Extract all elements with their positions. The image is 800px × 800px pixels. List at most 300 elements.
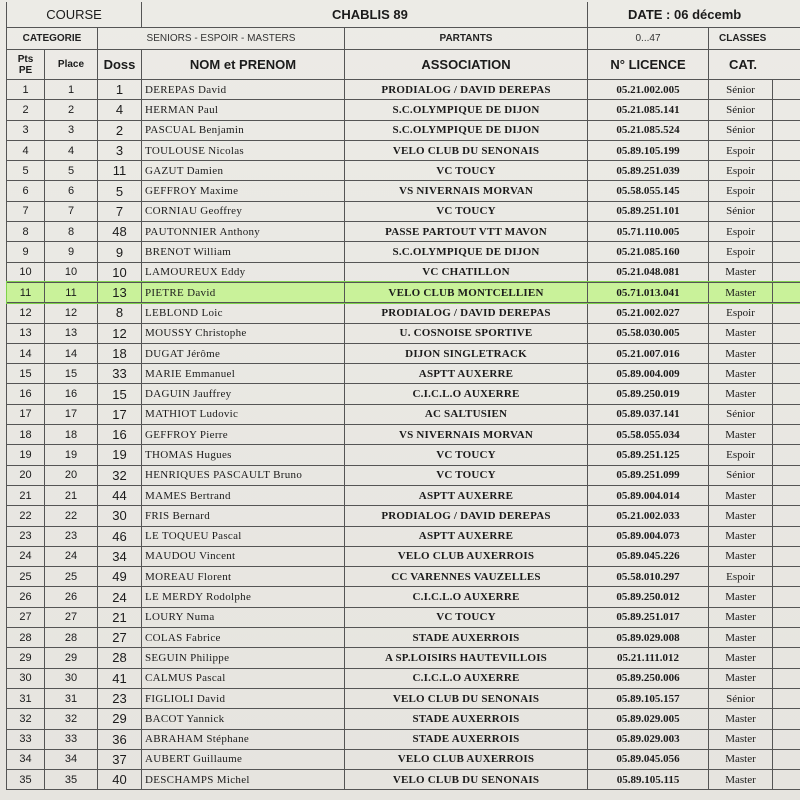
cell-licence: 05.89.251.039 [588,161,709,181]
cell-name: LEBLOND Loic [142,303,345,323]
cell-blank [773,668,800,688]
cell-pts: 13 [7,323,45,343]
cell-blank [773,526,800,546]
cell-licence: 05.89.029.008 [588,628,709,648]
cell-place: 24 [45,546,98,566]
cell-name: LAMOUREUX Eddy [142,262,345,282]
header-row-course [7,2,800,28]
cell-place: 31 [45,688,98,708]
cell-association: ASPTT AUXERRE [345,364,588,384]
cell-place: 14 [45,343,98,363]
cell-licence: 05.71.013.041 [588,282,709,302]
cell-name: GEFFROY Pierre [142,425,345,445]
cell-pts: 22 [7,506,45,526]
results-table [6,2,800,790]
partants-value: 0...47 [588,28,709,50]
table-row [7,709,800,729]
cell-name: MOUSSY Christophe [142,323,345,343]
cell-blank [773,242,800,262]
cell-pts: 33 [7,729,45,749]
cell-doss: 29 [98,709,142,729]
cell-pts: 3 [7,120,45,140]
cell-doss: 32 [98,465,142,485]
table-row [7,120,800,140]
cell-blank [773,546,800,566]
cell-place: 4 [45,140,98,160]
cell-category: Master [709,668,773,688]
table-row [7,628,800,648]
cell-category: Master [709,343,773,363]
event-date: DATE : 06 décemb [588,2,800,28]
cell-association: STADE AUXERROIS [345,628,588,648]
table-row [7,688,800,708]
cell-category: Sénior [709,80,773,100]
table-row [7,384,800,404]
cell-doss: 30 [98,506,142,526]
cell-category: Master [709,628,773,648]
cell-blank [773,648,800,668]
cell-blank [773,161,800,181]
cell-pts: 28 [7,628,45,648]
cell-category: Master [709,607,773,627]
cell-name: GEFFROY Maxime [142,181,345,201]
table-row [7,465,800,485]
cell-place: 2 [45,100,98,120]
cell-pts: 10 [7,262,45,282]
cell-pts: 15 [7,364,45,384]
cell-association: AC SALTUSIEN [345,404,588,424]
cell-category: Espoir [709,161,773,181]
cell-place: 25 [45,567,98,587]
cell-licence: 05.21.007.016 [588,343,709,363]
cell-licence: 05.21.085.160 [588,242,709,262]
cell-place: 32 [45,709,98,729]
cell-licence: 05.89.037.141 [588,404,709,424]
cell-licence: 05.58.030.005 [588,323,709,343]
cell-association: VC TOUCY [345,465,588,485]
cell-blank [773,201,800,221]
cell-place: 9 [45,242,98,262]
cell-name: BACOT Yannick [142,709,345,729]
table-row [7,729,800,749]
cell-blank [773,303,800,323]
cell-category: Sénior [709,120,773,140]
cell-licence: 05.89.045.226 [588,546,709,566]
cell-doss: 48 [98,222,142,242]
cell-licence: 05.21.002.005 [588,80,709,100]
cell-pts: 32 [7,709,45,729]
cell-association: A SP.LOISIRS HAUTEVILLOIS [345,648,588,668]
cell-category: Master [709,648,773,668]
cell-doss: 46 [98,526,142,546]
table-row [7,161,800,181]
cell-association: ASPTT AUXERRE [345,526,588,546]
cell-blank [773,222,800,242]
cell-licence: 05.89.029.003 [588,729,709,749]
cell-licence: 05.71.110.005 [588,222,709,242]
table-row [7,607,800,627]
cell-blank [773,404,800,424]
cell-association: S.C.OLYMPIQUE DE DIJON [345,100,588,120]
table-row [7,425,800,445]
table-row [7,343,800,363]
cell-licence: 05.89.029.005 [588,709,709,729]
cell-doss: 27 [98,628,142,648]
cell-name: MATHIOT Ludovic [142,404,345,424]
cell-doss: 5 [98,181,142,201]
cell-licence: 05.58.055.145 [588,181,709,201]
cell-name: SEGUIN Philippe [142,648,345,668]
table-row [7,770,800,790]
cell-association: VELO CLUB AUXERROIS [345,749,588,769]
cell-pts: 21 [7,485,45,505]
cell-place: 19 [45,445,98,465]
cell-blank [773,749,800,769]
cell-blank [773,506,800,526]
cell-association: ASPTT AUXERRE [345,485,588,505]
cell-licence: 05.89.251.101 [588,201,709,221]
cell-place: 7 [45,201,98,221]
categorie-label: CATEGORIE [7,28,98,50]
table-row [7,242,800,262]
cell-doss: 37 [98,749,142,769]
cell-name: CALMUS Pascal [142,668,345,688]
categorie-value: SENIORS - ESPOIR - MASTERS [98,28,345,50]
table-row [7,546,800,566]
cell-name: DESCHAMPS Michel [142,770,345,790]
cell-blank [773,709,800,729]
cell-licence: 05.89.250.006 [588,668,709,688]
cell-pts: 9 [7,242,45,262]
cell-association: VC TOUCY [345,201,588,221]
cell-name: DAGUIN Jauffrey [142,384,345,404]
cell-doss: 8 [98,303,142,323]
cell-licence: 05.89.004.014 [588,485,709,505]
cell-licence: 05.89.004.073 [588,526,709,546]
cell-licence: 05.89.045.056 [588,749,709,769]
cell-name: LE TOQUEU Pascal [142,526,345,546]
cell-place: 15 [45,364,98,384]
table-row [7,648,800,668]
cell-blank [773,425,800,445]
cell-category: Master [709,323,773,343]
cell-blank [773,628,800,648]
cell-category: Sénior [709,404,773,424]
cell-pts: 16 [7,384,45,404]
table-row [7,80,800,100]
cell-place: 16 [45,384,98,404]
cell-association: CC VARENNES VAUZELLES [345,567,588,587]
cell-association: VC CHATILLON [345,262,588,282]
cell-place: 10 [45,262,98,282]
event-title: CHABLIS 89 [142,2,588,28]
cell-place: 28 [45,628,98,648]
cell-place: 1 [45,80,98,100]
cell-licence: 05.21.002.027 [588,303,709,323]
cell-licence: 05.89.251.017 [588,607,709,627]
cell-doss: 3 [98,140,142,160]
cell-pts: 2 [7,100,45,120]
cell-category: Espoir [709,445,773,465]
cell-pts: 31 [7,688,45,708]
cell-licence: 05.58.055.034 [588,425,709,445]
table-row-highlighted [7,282,800,302]
cell-category: Espoir [709,242,773,262]
cell-licence: 05.21.002.033 [588,506,709,526]
cell-place: 11 [45,282,98,302]
cell-category: Espoir [709,303,773,323]
course-label: COURSE [7,2,142,28]
cell-doss: 2 [98,120,142,140]
cell-association: VELO CLUB AUXERROIS [345,546,588,566]
cell-association: VS NIVERNAIS MORVAN [345,425,588,445]
cell-association: VC TOUCY [345,161,588,181]
cell-pts: 12 [7,303,45,323]
cell-association: VELO CLUB DU SENONAIS [345,140,588,160]
cell-pts: 34 [7,749,45,769]
cell-doss: 12 [98,323,142,343]
cell-licence: 05.89.250.019 [588,384,709,404]
table-row [7,323,800,343]
cell-category: Espoir [709,567,773,587]
cell-category: Master [709,526,773,546]
cell-name: HENRIQUES PASCAULT Bruno [142,465,345,485]
col-nom: NOM et PRENOM [142,50,345,80]
cell-doss: 44 [98,485,142,505]
cell-category: Master [709,384,773,404]
col-pts: Pts PE [7,50,45,80]
cell-blank [773,120,800,140]
cell-doss: 4 [98,100,142,120]
cell-blank [773,587,800,607]
classes-label: CLASSES [709,28,800,50]
cell-category: Master [709,425,773,445]
cell-doss: 16 [98,425,142,445]
table-row [7,100,800,120]
cell-association: PASSE PARTOUT VTT MAVON [345,222,588,242]
cell-category: Master [709,262,773,282]
cell-doss: 9 [98,242,142,262]
cell-doss: 21 [98,607,142,627]
cell-licence: 05.58.010.297 [588,567,709,587]
cell-pts: 11 [7,282,45,302]
cell-association: VELO CLUB DU SENONAIS [345,688,588,708]
cell-name: LE MERDY Rodolphe [142,587,345,607]
cell-blank [773,282,800,302]
cell-licence: 05.89.251.125 [588,445,709,465]
cell-category: Master [709,749,773,769]
cell-pts: 35 [7,770,45,790]
table-row [7,364,800,384]
cell-pts: 20 [7,465,45,485]
cell-name: GAZUT Damien [142,161,345,181]
cell-blank [773,323,800,343]
cell-name: FIGLIOLI David [142,688,345,708]
cell-blank [773,445,800,465]
results-body [7,80,800,790]
cell-association: U. COSNOISE SPORTIVE [345,323,588,343]
cell-place: 34 [45,749,98,769]
col-licence: N° LICENCE [588,50,709,80]
cell-licence: 05.89.250.012 [588,587,709,607]
table-row [7,201,800,221]
cell-category: Master [709,729,773,749]
cell-name: DEREPAS David [142,80,345,100]
cell-pts: 29 [7,648,45,668]
cell-category: Master [709,282,773,302]
cell-blank [773,384,800,404]
cell-pts: 1 [7,80,45,100]
cell-name: PAUTONNIER Anthony [142,222,345,242]
cell-name: FRIS Bernard [142,506,345,526]
col-cat: CAT. [709,50,800,80]
cell-licence: 05.89.105.199 [588,140,709,160]
cell-association: PRODIALOG / DAVID DEREPAS [345,303,588,323]
cell-doss: 11 [98,161,142,181]
table-row [7,668,800,688]
cell-name: MAUDOU Vincent [142,546,345,566]
column-header-row [7,50,800,80]
cell-pts: 14 [7,343,45,363]
cell-association: C.I.C.L.O AUXERRE [345,587,588,607]
cell-doss: 33 [98,364,142,384]
cell-name: MAMES Bertrand [142,485,345,505]
cell-blank [773,688,800,708]
cell-name: PIETRE David [142,282,345,302]
cell-category: Master [709,485,773,505]
cell-blank [773,100,800,120]
cell-pts: 25 [7,567,45,587]
cell-blank [773,607,800,627]
cell-category: Master [709,709,773,729]
table-row [7,181,800,201]
cell-category: Sénior [709,100,773,120]
table-row [7,404,800,424]
cell-blank [773,140,800,160]
cell-licence: 05.89.251.099 [588,465,709,485]
cell-name: CORNIAU Geoffrey [142,201,345,221]
cell-name: PASCUAL Benjamin [142,120,345,140]
cell-category: Master [709,506,773,526]
cell-place: 35 [45,770,98,790]
cell-place: 33 [45,729,98,749]
cell-association: C.I.C.L.O AUXERRE [345,384,588,404]
cell-association: STADE AUXERROIS [345,709,588,729]
cell-category: Espoir [709,181,773,201]
cell-blank [773,465,800,485]
cell-association: STADE AUXERROIS [345,729,588,749]
cell-blank [773,485,800,505]
table-row [7,587,800,607]
cell-blank [773,364,800,384]
cell-category: Sénior [709,201,773,221]
cell-association: VS NIVERNAIS MORVAN [345,181,588,201]
cell-licence: 05.21.048.081 [588,262,709,282]
col-place: Place [45,50,98,80]
cell-place: 3 [45,120,98,140]
cell-doss: 10 [98,262,142,282]
cell-blank [773,770,800,790]
col-doss: Doss [98,50,142,80]
cell-doss: 17 [98,404,142,424]
cell-doss: 49 [98,567,142,587]
cell-association: PRODIALOG / DAVID DEREPAS [345,506,588,526]
cell-name: BRENOT William [142,242,345,262]
cell-name: ABRAHAM Stéphane [142,729,345,749]
cell-doss: 7 [98,201,142,221]
cell-place: 21 [45,485,98,505]
cell-pts: 19 [7,445,45,465]
cell-blank [773,80,800,100]
cell-place: 8 [45,222,98,242]
cell-pts: 23 [7,526,45,546]
cell-name: MOREAU Florent [142,567,345,587]
cell-place: 22 [45,506,98,526]
cell-name: TOULOUSE Nicolas [142,140,345,160]
cell-licence: 05.89.004.009 [588,364,709,384]
cell-blank [773,262,800,282]
cell-association: DIJON SINGLETRACK [345,343,588,363]
cell-blank [773,729,800,749]
cell-place: 27 [45,607,98,627]
cell-name: LOURY Numa [142,607,345,627]
cell-pts: 8 [7,222,45,242]
cell-doss: 24 [98,587,142,607]
cell-licence: 05.89.105.115 [588,770,709,790]
cell-name: THOMAS Hugues [142,445,345,465]
cell-category: Espoir [709,222,773,242]
cell-blank [773,181,800,201]
cell-association: VC TOUCY [345,445,588,465]
cell-doss: 34 [98,546,142,566]
cell-pts: 27 [7,607,45,627]
cell-category: Sénior [709,688,773,708]
cell-place: 12 [45,303,98,323]
cell-place: 20 [45,465,98,485]
table-row [7,303,800,323]
cell-place: 6 [45,181,98,201]
table-row [7,485,800,505]
cell-category: Master [709,364,773,384]
table-row [7,567,800,587]
cell-association: S.C.OLYMPIQUE DE DIJON [345,242,588,262]
cell-pts: 30 [7,668,45,688]
cell-doss: 13 [98,282,142,302]
cell-association: C.I.C.L.O AUXERRE [345,668,588,688]
cell-place: 30 [45,668,98,688]
cell-pts: 26 [7,587,45,607]
table-row [7,526,800,546]
col-assoc: ASSOCIATION [345,50,588,80]
cell-place: 5 [45,161,98,181]
cell-place: 18 [45,425,98,445]
cell-place: 17 [45,404,98,424]
cell-doss: 19 [98,445,142,465]
cell-licence: 05.21.085.141 [588,100,709,120]
cell-category: Espoir [709,140,773,160]
cell-pts: 17 [7,404,45,424]
cell-pts: 7 [7,201,45,221]
cell-doss: 18 [98,343,142,363]
cell-name: AUBERT Guillaume [142,749,345,769]
cell-place: 23 [45,526,98,546]
cell-association: VC TOUCY [345,607,588,627]
header-row-categorie [7,28,800,50]
cell-association: VELO CLUB DU SENONAIS [345,770,588,790]
cell-category: Master [709,770,773,790]
table-row [7,445,800,465]
cell-association: VELO CLUB MONTCELLIEN [345,282,588,302]
